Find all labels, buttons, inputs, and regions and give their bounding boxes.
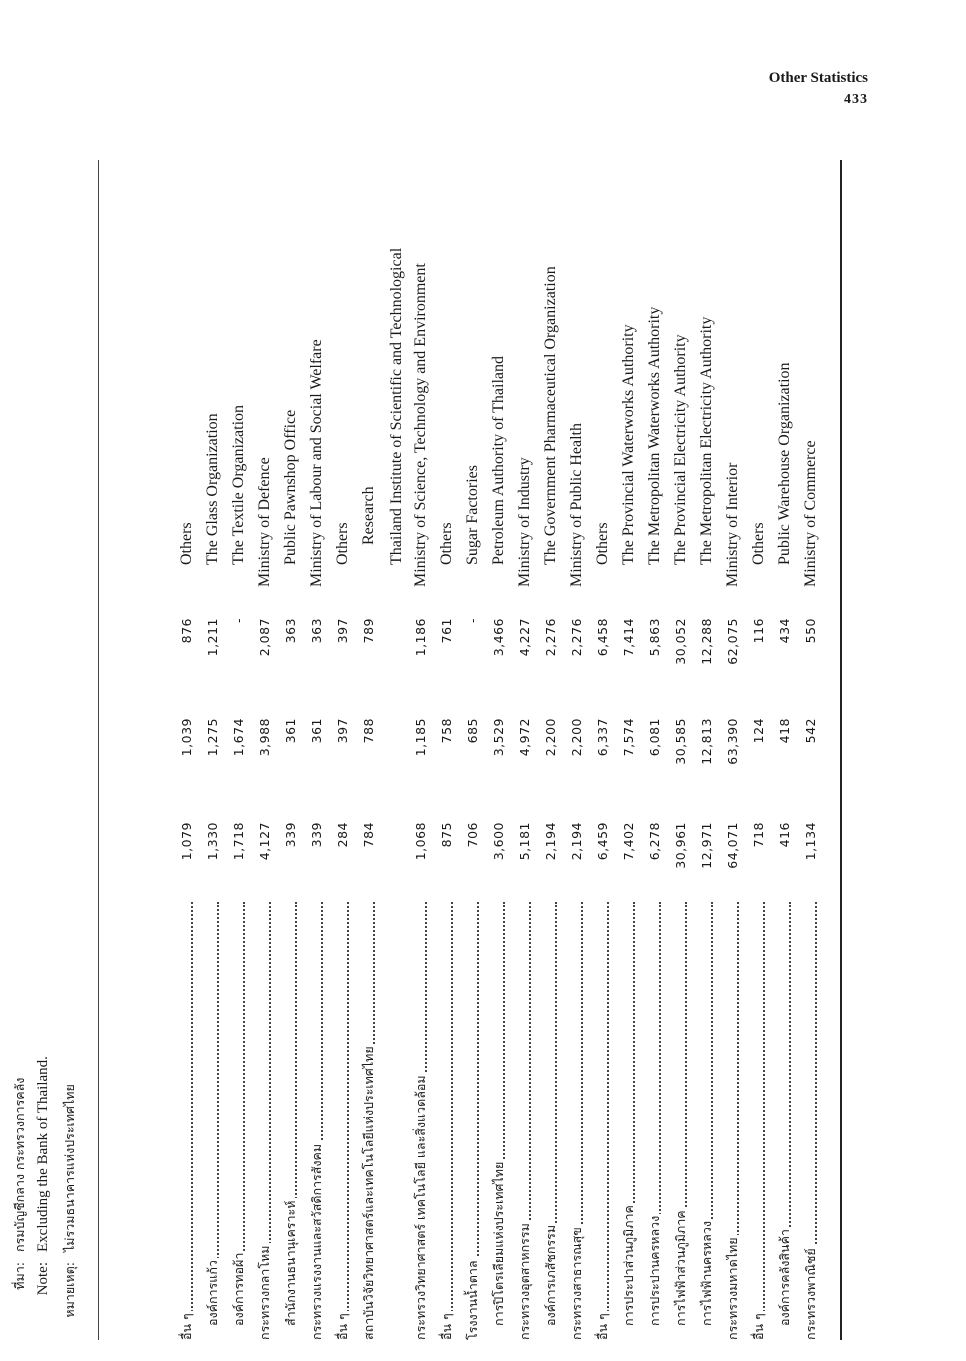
table-row bbox=[616, 160, 642, 1340]
thai-label-text: สถาบันวิจัยวิทยาศาสตร์และเทคโนโลยีแห่งประเทศไทย bbox=[361, 1046, 376, 1340]
table-row bbox=[694, 160, 720, 1340]
english-label: Public Pawnshop Office bbox=[282, 409, 299, 565]
thai-label bbox=[668, 900, 694, 1326]
note-label: ที่มา: bbox=[12, 1262, 27, 1290]
section-title: Other Statistics bbox=[768, 70, 868, 86]
value-cell: 363 bbox=[283, 618, 298, 644]
english-label: Sugar Factories bbox=[464, 465, 481, 565]
note-label: หมายเหตุ: bbox=[62, 1262, 77, 1318]
thai-label bbox=[304, 900, 330, 1340]
english-label: The Provincial Waterworks Authority bbox=[620, 324, 637, 565]
table-row bbox=[642, 160, 668, 1340]
thai-label bbox=[486, 900, 512, 1326]
value-cell: 6,337 bbox=[595, 718, 610, 757]
note-line bbox=[10, 1078, 30, 1340]
english-label: Research bbox=[360, 486, 377, 545]
thai-label-text: อื่น ๆ bbox=[439, 1313, 454, 1340]
thai-label bbox=[538, 900, 564, 1326]
english-label: Ministry of Industry bbox=[516, 457, 533, 587]
value-cell: 2,200 bbox=[543, 718, 558, 757]
thai-label bbox=[720, 900, 746, 1340]
table-row bbox=[460, 160, 486, 1340]
table-row bbox=[720, 160, 746, 1340]
thai-label-text: การประปาส่วนภูมิภาค bbox=[621, 1205, 636, 1326]
english-label: The Metropolitan Waterworks Authority bbox=[646, 306, 663, 565]
value-cell: 758 bbox=[439, 718, 454, 744]
thai-label-text: โรงงานน้ำตาล bbox=[465, 1260, 480, 1340]
table-row bbox=[668, 160, 694, 1340]
thai-label-text: อื่น ๆ bbox=[751, 1313, 766, 1340]
thai-label bbox=[694, 900, 720, 1326]
table-row bbox=[564, 160, 590, 1340]
value-cell: 2,194 bbox=[543, 822, 558, 861]
table-row bbox=[200, 160, 226, 1340]
value-cell: 784 bbox=[361, 822, 376, 848]
value-cell: 418 bbox=[777, 718, 792, 744]
thai-label bbox=[564, 900, 590, 1340]
english-label: The Glass Organization bbox=[204, 413, 221, 565]
table-row bbox=[330, 160, 356, 1340]
thai-label-text: กระทรวงสาธารณสุข bbox=[569, 1227, 584, 1340]
value-cell: 706 bbox=[465, 822, 480, 848]
table-row bbox=[278, 160, 304, 1340]
value-cell: 4,127 bbox=[257, 822, 272, 861]
value-cell: 6,278 bbox=[647, 822, 662, 861]
value-cell: 30,585 bbox=[673, 718, 688, 765]
table-row bbox=[408, 160, 434, 1340]
table-top-rule bbox=[840, 160, 842, 1340]
value-cell: 7,414 bbox=[621, 618, 636, 657]
value-cell: 1,275 bbox=[205, 718, 220, 757]
table-row bbox=[252, 160, 278, 1340]
value-cell: 1,186 bbox=[413, 618, 428, 657]
value-cell: 550 bbox=[803, 618, 818, 644]
english-label: Ministry of Public Health bbox=[568, 423, 585, 587]
english-label: Public Warehouse Organization bbox=[776, 362, 793, 565]
value-cell: 1,211 bbox=[205, 618, 220, 657]
thai-label-text: กระทรวงแรงงานและสวัสดิการสังคม bbox=[309, 1143, 324, 1340]
value-cell: 7,574 bbox=[621, 718, 636, 757]
thai-label-text: สำนักงานธนานุเคราะห์ bbox=[283, 1200, 298, 1326]
value-cell: 1,134 bbox=[803, 822, 818, 861]
thai-label-text: องค์การแก้ว bbox=[205, 1260, 220, 1326]
statistics-table bbox=[12, 160, 850, 1340]
thai-label-text: กระทรวงวิทยาศาสตร์ เทคโนโลยี และสิ่งแวดล้อม bbox=[413, 1075, 428, 1340]
thai-label bbox=[616, 900, 642, 1326]
value-cell: 12,813 bbox=[699, 718, 714, 765]
thai-label bbox=[772, 900, 798, 1326]
table-row bbox=[512, 160, 538, 1340]
value-cell: 6,458 bbox=[595, 618, 610, 657]
thai-label bbox=[330, 900, 356, 1340]
value-cell: 1,674 bbox=[231, 718, 246, 757]
value-cell: 4,972 bbox=[517, 718, 532, 757]
thai-label bbox=[460, 900, 486, 1340]
table-row bbox=[538, 160, 564, 1340]
value-cell: 12,288 bbox=[699, 618, 714, 665]
thai-label bbox=[356, 900, 382, 1340]
thai-label bbox=[278, 900, 304, 1326]
english-label: Ministry of Interior bbox=[724, 462, 741, 587]
thai-label bbox=[200, 900, 226, 1326]
value-cell: 2,194 bbox=[569, 822, 584, 861]
table-row bbox=[798, 160, 824, 1340]
english-label: Ministry of Labour and Social Welfare bbox=[308, 339, 325, 587]
thai-label bbox=[174, 900, 200, 1340]
value-cell: 761 bbox=[439, 618, 454, 644]
thai-label-text: กระทรวงกลาโหม bbox=[257, 1245, 272, 1340]
thai-label-text: อื่น ๆ bbox=[335, 1313, 350, 1340]
value-cell: 875 bbox=[439, 822, 454, 848]
english-label: The Provincial Electricity Authority bbox=[672, 334, 689, 565]
table-row bbox=[384, 160, 410, 1340]
value-cell: 12,971 bbox=[699, 822, 714, 869]
english-label: Others bbox=[334, 522, 351, 565]
note-line bbox=[35, 1056, 52, 1340]
thai-label bbox=[226, 900, 252, 1326]
table-row bbox=[772, 160, 798, 1340]
thai-label-text: การไฟฟ้าส่วนภูมิภาค bbox=[673, 1210, 688, 1326]
note-text: Excluding the Bank of Thailand. bbox=[35, 1056, 51, 1252]
table-row bbox=[434, 160, 460, 1340]
leader-dots bbox=[191, 902, 193, 1340]
value-cell: 7,402 bbox=[621, 822, 636, 861]
value-cell: 416 bbox=[777, 822, 792, 848]
thai-label bbox=[798, 900, 824, 1340]
value-cell: 30,961 bbox=[673, 822, 688, 869]
thai-label bbox=[408, 900, 434, 1340]
english-label: The Government Pharmaceutical Organization bbox=[542, 266, 559, 565]
value-cell: 718 bbox=[751, 822, 766, 848]
leader-dots bbox=[451, 902, 453, 1340]
value-cell: 339 bbox=[309, 822, 324, 848]
value-cell: 397 bbox=[335, 618, 350, 644]
english-label: Others bbox=[594, 522, 611, 565]
value-cell: 5,181 bbox=[517, 822, 532, 861]
value-cell: 1,718 bbox=[231, 822, 246, 861]
value-cell: 62,075 bbox=[725, 618, 740, 665]
thai-label-text: การประปานครหลวง bbox=[647, 1215, 662, 1326]
value-cell: 2,087 bbox=[257, 618, 272, 657]
table-bottom-rule bbox=[98, 160, 99, 1340]
thai-label-text: กระทรวงอุตสาหกรรม bbox=[517, 1223, 532, 1340]
thai-label bbox=[512, 900, 538, 1340]
table-row bbox=[356, 160, 382, 1340]
english-label: Ministry of Science, Technology and Environment bbox=[412, 263, 429, 587]
value-cell: 2,200 bbox=[569, 718, 584, 757]
value-cell: 1,185 bbox=[413, 718, 428, 757]
leader-dots bbox=[763, 902, 765, 1340]
value-cell: 542 bbox=[803, 718, 818, 744]
thai-label-text: การปิโตรเลียมแห่งประเทศไทย bbox=[491, 1161, 506, 1326]
table-row bbox=[304, 160, 330, 1340]
page-number: 433 bbox=[844, 92, 868, 107]
value-cell: 1,079 bbox=[179, 822, 194, 861]
thai-label bbox=[642, 900, 668, 1326]
table-row bbox=[746, 160, 772, 1340]
english-label: The Textile Organization bbox=[230, 404, 247, 565]
leader-dots bbox=[347, 902, 349, 1340]
value-cell: 339 bbox=[283, 822, 298, 848]
thai-label-text: องค์การทอผ้า bbox=[231, 1252, 246, 1326]
value-cell: 3,988 bbox=[257, 718, 272, 757]
value-cell: 3,600 bbox=[491, 822, 506, 861]
value-cell: 30,052 bbox=[673, 618, 688, 665]
value-cell: - bbox=[231, 618, 246, 624]
english-label: Others bbox=[438, 522, 455, 565]
note-label: Note: bbox=[35, 1262, 51, 1296]
value-cell: 397 bbox=[335, 718, 350, 744]
note-line bbox=[60, 1084, 80, 1340]
value-cell: 6,459 bbox=[595, 822, 610, 861]
value-cell: 685 bbox=[465, 718, 480, 744]
thai-label bbox=[746, 900, 772, 1340]
english-label: Thailand Institute of Scientific and Technological bbox=[388, 247, 405, 565]
value-cell: 3,466 bbox=[491, 618, 506, 657]
table-row bbox=[486, 160, 512, 1340]
english-label: The Metropolitan Electricity Authority bbox=[698, 316, 715, 565]
value-cell: 4,227 bbox=[517, 618, 532, 657]
thai-label bbox=[434, 900, 460, 1340]
value-cell: 2,276 bbox=[543, 618, 558, 657]
leader-dots bbox=[607, 902, 609, 1340]
thai-label bbox=[252, 900, 278, 1340]
value-cell: 63,390 bbox=[725, 718, 740, 765]
value-cell: - bbox=[465, 618, 480, 624]
value-cell: 788 bbox=[361, 718, 376, 744]
value-cell: 1,039 bbox=[179, 718, 194, 757]
english-label: Petroleum Authority of Thailand bbox=[490, 355, 507, 565]
table-row bbox=[590, 160, 616, 1340]
thai-label-text: องค์การคลังสินค้า bbox=[777, 1229, 792, 1326]
thai-label-text: กระทรวงมหาดไทย bbox=[725, 1237, 740, 1340]
value-cell: 116 bbox=[751, 618, 766, 644]
value-cell: 876 bbox=[179, 618, 194, 644]
english-label: Others bbox=[750, 522, 767, 565]
value-cell: 6,081 bbox=[647, 718, 662, 757]
value-cell: 2,276 bbox=[569, 618, 584, 657]
value-cell: 1,068 bbox=[413, 822, 428, 861]
table-row bbox=[174, 160, 200, 1340]
note-text: ไม่รวมธนาคารแห่งประเทศไทย bbox=[62, 1084, 77, 1252]
value-cell: 434 bbox=[777, 618, 792, 644]
note-text: กรมบัญชีกลาง กระทรวงการคลัง bbox=[12, 1077, 27, 1252]
table-row bbox=[226, 160, 252, 1340]
value-cell: 124 bbox=[751, 718, 766, 744]
value-cell: 361 bbox=[309, 718, 324, 744]
value-cell: 363 bbox=[309, 618, 324, 644]
english-label: Ministry of Defence bbox=[256, 457, 273, 587]
thai-label-text: การไฟฟ้านครหลวง bbox=[699, 1221, 714, 1326]
thai-label bbox=[590, 900, 616, 1340]
value-cell: 3,529 bbox=[491, 718, 506, 757]
english-label: Others bbox=[178, 522, 195, 565]
value-cell: 5,863 bbox=[647, 618, 662, 657]
english-label: Ministry of Commerce bbox=[802, 440, 819, 587]
value-cell: 284 bbox=[335, 822, 350, 848]
thai-label-text: อื่น ๆ bbox=[595, 1313, 610, 1340]
value-cell: 64,071 bbox=[725, 822, 740, 869]
value-cell: 789 bbox=[361, 618, 376, 644]
thai-label-text: องค์การเภสัชกรรม bbox=[543, 1224, 558, 1326]
thai-label-text: กระทรวงพาณิชย์ bbox=[803, 1248, 818, 1340]
value-cell: 361 bbox=[283, 718, 298, 744]
value-cell: 1,330 bbox=[205, 822, 220, 861]
thai-label-text: อื่น ๆ bbox=[179, 1313, 194, 1340]
